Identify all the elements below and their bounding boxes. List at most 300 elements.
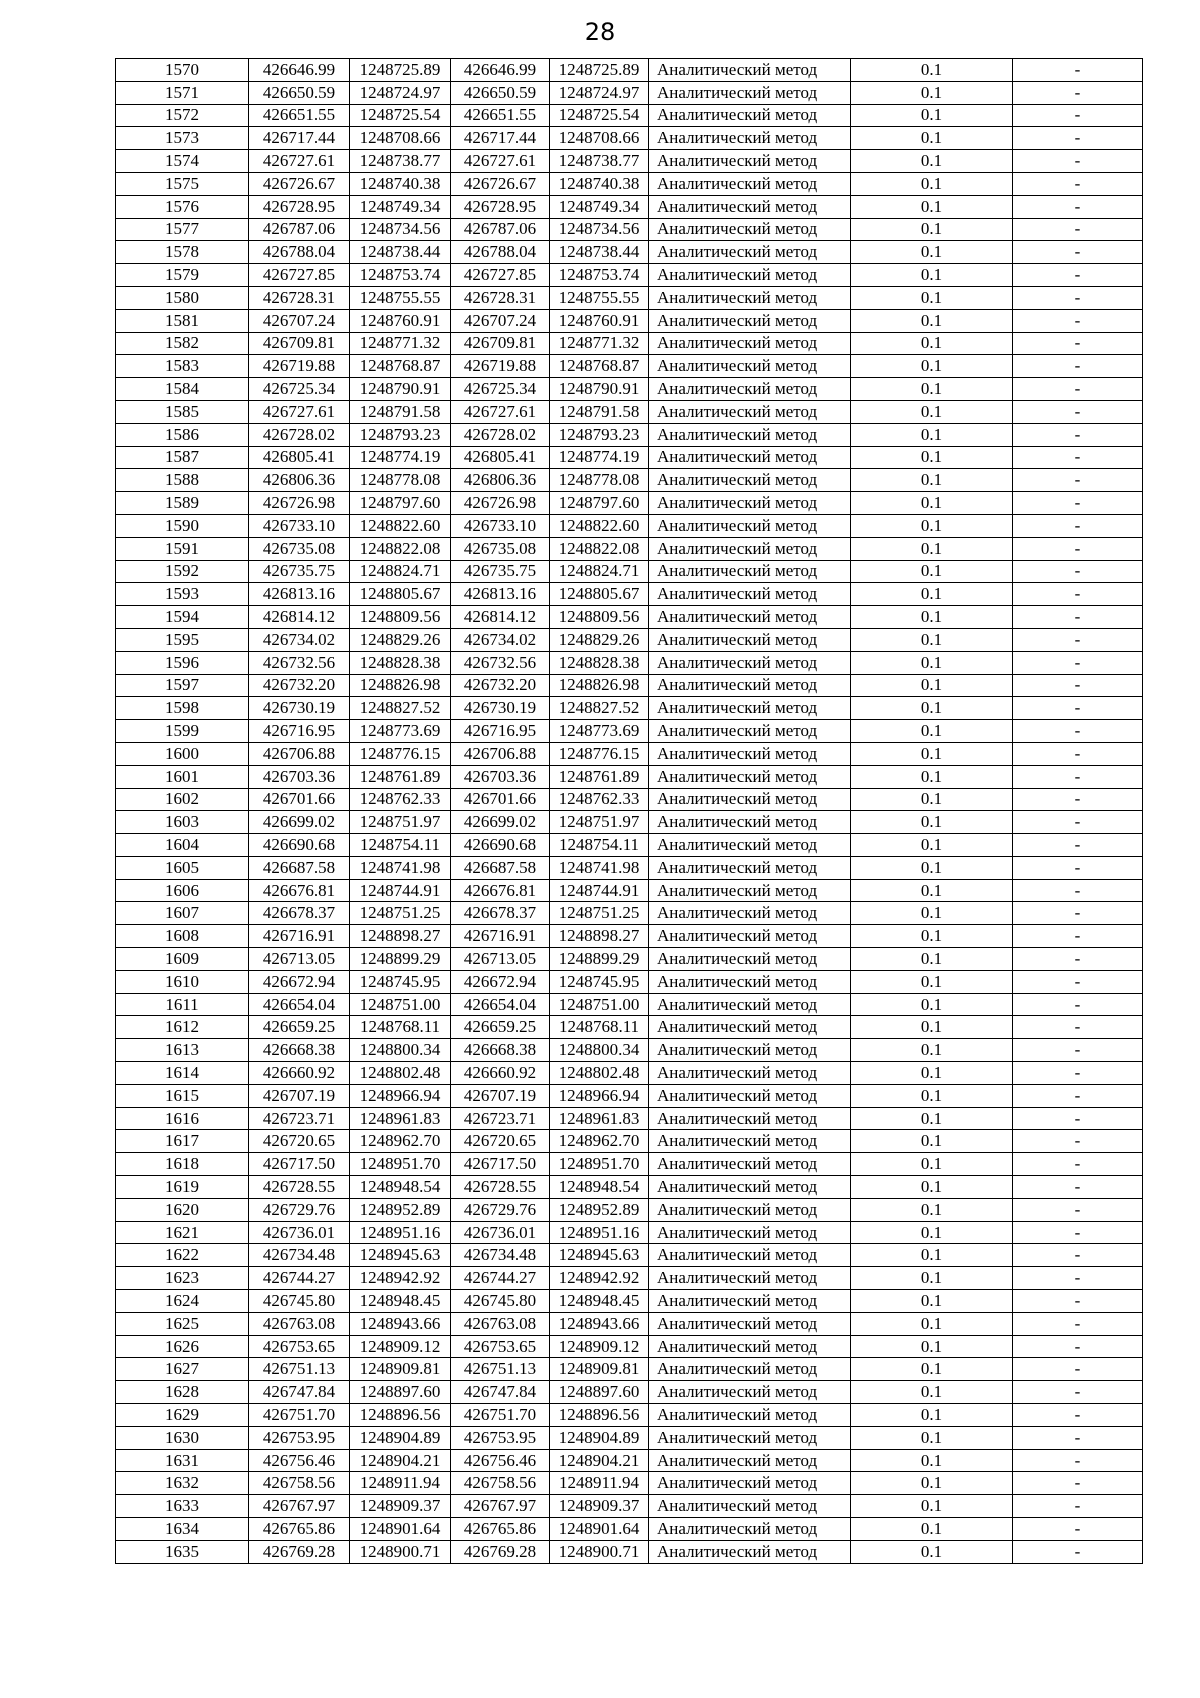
x-old-cell: 426727.85	[249, 264, 350, 287]
table-row	[116, 1472, 1143, 1495]
note-cell: -	[1013, 309, 1143, 332]
method-cell: Аналитический метод	[649, 1107, 851, 1130]
x-old-cell: 426753.95	[249, 1426, 350, 1449]
y-old-cell: 1248776.15	[350, 742, 451, 765]
y-old-cell: 1248945.63	[350, 1244, 451, 1267]
method-cell: Аналитический метод	[649, 492, 851, 515]
note-cell: -	[1013, 469, 1143, 492]
method-cell: Аналитический метод	[649, 1062, 851, 1085]
accuracy-cell: 0.1	[851, 1039, 1013, 1062]
accuracy-cell: 0.1	[851, 1130, 1013, 1153]
y-new-cell: 1248809.56	[550, 606, 649, 629]
accuracy-cell: 0.1	[851, 720, 1013, 743]
y-new-cell: 1248802.48	[550, 1062, 649, 1085]
method-cell: Аналитический метод	[649, 104, 851, 127]
point-number-cell: 1617	[116, 1130, 249, 1153]
accuracy-cell: 0.1	[851, 583, 1013, 606]
x-new-cell: 426727.61	[451, 150, 550, 173]
accuracy-cell: 0.1	[851, 400, 1013, 423]
x-new-cell: 426727.85	[451, 264, 550, 287]
table-row	[116, 674, 1143, 697]
accuracy-cell: 0.1	[851, 1495, 1013, 1518]
x-new-cell: 426719.88	[451, 355, 550, 378]
x-old-cell: 426668.38	[249, 1039, 350, 1062]
method-cell: Аналитический метод	[649, 856, 851, 879]
y-old-cell: 1248896.56	[350, 1404, 451, 1427]
note-cell: -	[1013, 1358, 1143, 1381]
x-old-cell: 426676.81	[249, 879, 350, 902]
method-cell: Аналитический метод	[649, 1267, 851, 1290]
accuracy-cell: 0.1	[851, 1290, 1013, 1313]
y-old-cell: 1248802.48	[350, 1062, 451, 1085]
point-number-cell: 1605	[116, 856, 249, 879]
point-number-cell: 1581	[116, 309, 249, 332]
point-number-cell: 1620	[116, 1198, 249, 1221]
x-new-cell: 426753.95	[451, 1426, 550, 1449]
point-number-cell: 1611	[116, 993, 249, 1016]
table-row	[116, 765, 1143, 788]
accuracy-cell: 0.1	[851, 925, 1013, 948]
point-number-cell: 1586	[116, 423, 249, 446]
y-new-cell: 1248904.21	[550, 1449, 649, 1472]
method-cell: Аналитический метод	[649, 560, 851, 583]
y-new-cell: 1248751.00	[550, 993, 649, 1016]
method-cell: Аналитический метод	[649, 628, 851, 651]
method-cell: Аналитический метод	[649, 788, 851, 811]
x-new-cell: 426728.31	[451, 286, 550, 309]
point-number-cell: 1615	[116, 1084, 249, 1107]
method-cell: Аналитический метод	[649, 925, 851, 948]
y-new-cell: 1248952.89	[550, 1198, 649, 1221]
table-body	[116, 59, 1143, 1564]
table-row	[116, 514, 1143, 537]
accuracy-cell: 0.1	[851, 355, 1013, 378]
table-row	[116, 1084, 1143, 1107]
x-new-cell: 426735.08	[451, 537, 550, 560]
table-row	[116, 879, 1143, 902]
note-cell: -	[1013, 925, 1143, 948]
point-number-cell: 1621	[116, 1221, 249, 1244]
x-old-cell: 426699.02	[249, 811, 350, 834]
accuracy-cell: 0.1	[851, 1381, 1013, 1404]
accuracy-cell: 0.1	[851, 1312, 1013, 1335]
point-number-cell: 1575	[116, 172, 249, 195]
y-old-cell: 1248899.29	[350, 948, 451, 971]
x-new-cell: 426676.81	[451, 879, 550, 902]
table-row	[116, 332, 1143, 355]
x-old-cell: 426716.91	[249, 925, 350, 948]
x-new-cell: 426723.71	[451, 1107, 550, 1130]
y-old-cell: 1248897.60	[350, 1381, 451, 1404]
point-number-cell: 1583	[116, 355, 249, 378]
x-new-cell: 426788.04	[451, 241, 550, 264]
table-row	[116, 492, 1143, 515]
accuracy-cell: 0.1	[851, 628, 1013, 651]
x-old-cell: 426747.84	[249, 1381, 350, 1404]
method-cell: Аналитический метод	[649, 583, 851, 606]
x-old-cell: 426806.36	[249, 469, 350, 492]
method-cell: Аналитический метод	[649, 765, 851, 788]
x-old-cell: 426654.04	[249, 993, 350, 1016]
note-cell: -	[1013, 1176, 1143, 1199]
y-old-cell: 1248791.58	[350, 400, 451, 423]
accuracy-cell: 0.1	[851, 1221, 1013, 1244]
x-new-cell: 426735.75	[451, 560, 550, 583]
x-old-cell: 426719.88	[249, 355, 350, 378]
accuracy-cell: 0.1	[851, 993, 1013, 1016]
x-old-cell: 426728.31	[249, 286, 350, 309]
method-cell: Аналитический метод	[649, 355, 851, 378]
y-old-cell: 1248744.91	[350, 879, 451, 902]
note-cell: -	[1013, 765, 1143, 788]
accuracy-cell: 0.1	[851, 1518, 1013, 1541]
x-new-cell: 426747.84	[451, 1381, 550, 1404]
note-cell: -	[1013, 446, 1143, 469]
note-cell: -	[1013, 583, 1143, 606]
x-new-cell: 426814.12	[451, 606, 550, 629]
accuracy-cell: 0.1	[851, 1472, 1013, 1495]
note-cell: -	[1013, 286, 1143, 309]
table-row	[116, 1312, 1143, 1335]
note-cell: -	[1013, 651, 1143, 674]
note-cell: -	[1013, 993, 1143, 1016]
note-cell: -	[1013, 1290, 1143, 1313]
method-cell: Аналитический метод	[649, 59, 851, 82]
point-number-cell: 1625	[116, 1312, 249, 1335]
x-new-cell: 426758.56	[451, 1472, 550, 1495]
y-new-cell: 1248797.60	[550, 492, 649, 515]
method-cell: Аналитический метод	[649, 446, 851, 469]
accuracy-cell: 0.1	[851, 560, 1013, 583]
x-old-cell: 426814.12	[249, 606, 350, 629]
x-new-cell: 426651.55	[451, 104, 550, 127]
y-new-cell: 1248961.83	[550, 1107, 649, 1130]
x-new-cell: 426733.10	[451, 514, 550, 537]
y-old-cell: 1248771.32	[350, 332, 451, 355]
point-number-cell: 1573	[116, 127, 249, 150]
x-old-cell: 426659.25	[249, 1016, 350, 1039]
x-new-cell: 426751.13	[451, 1358, 550, 1381]
point-number-cell: 1572	[116, 104, 249, 127]
table-row	[116, 81, 1143, 104]
method-cell: Аналитический метод	[649, 378, 851, 401]
y-new-cell: 1248768.11	[550, 1016, 649, 1039]
table-row	[116, 1290, 1143, 1313]
note-cell: -	[1013, 1381, 1143, 1404]
accuracy-cell: 0.1	[851, 1198, 1013, 1221]
y-new-cell: 1248948.54	[550, 1176, 649, 1199]
table-row	[116, 606, 1143, 629]
point-number-cell: 1607	[116, 902, 249, 925]
y-new-cell: 1248911.94	[550, 1472, 649, 1495]
accuracy-cell: 0.1	[851, 1358, 1013, 1381]
x-old-cell: 426744.27	[249, 1267, 350, 1290]
point-number-cell: 1584	[116, 378, 249, 401]
x-new-cell: 426728.95	[451, 195, 550, 218]
x-old-cell: 426703.36	[249, 765, 350, 788]
accuracy-cell: 0.1	[851, 286, 1013, 309]
note-cell: -	[1013, 59, 1143, 82]
y-new-cell: 1248901.64	[550, 1518, 649, 1541]
point-number-cell: 1600	[116, 742, 249, 765]
note-cell: -	[1013, 1016, 1143, 1039]
x-new-cell: 426805.41	[451, 446, 550, 469]
method-cell: Аналитический метод	[649, 902, 851, 925]
method-cell: Аналитический метод	[649, 514, 851, 537]
note-cell: -	[1013, 606, 1143, 629]
table-row	[116, 1244, 1143, 1267]
point-number-cell: 1582	[116, 332, 249, 355]
y-old-cell: 1248948.45	[350, 1290, 451, 1313]
table-row	[116, 1449, 1143, 1472]
note-cell: -	[1013, 1084, 1143, 1107]
note-cell: -	[1013, 1267, 1143, 1290]
table-row	[116, 1107, 1143, 1130]
method-cell: Аналитический метод	[649, 469, 851, 492]
x-old-cell: 426660.92	[249, 1062, 350, 1085]
y-new-cell: 1248904.89	[550, 1426, 649, 1449]
note-cell: -	[1013, 264, 1143, 287]
y-old-cell: 1248948.54	[350, 1176, 451, 1199]
point-number-cell: 1577	[116, 218, 249, 241]
method-cell: Аналитический метод	[649, 879, 851, 902]
x-new-cell: 426717.44	[451, 127, 550, 150]
table-row	[116, 1495, 1143, 1518]
method-cell: Аналитический метод	[649, 241, 851, 264]
point-number-cell: 1579	[116, 264, 249, 287]
accuracy-cell: 0.1	[851, 1084, 1013, 1107]
note-cell: -	[1013, 378, 1143, 401]
table-row	[116, 423, 1143, 446]
accuracy-cell: 0.1	[851, 423, 1013, 446]
method-cell: Аналитический метод	[649, 1016, 851, 1039]
method-cell: Аналитический метод	[649, 811, 851, 834]
y-new-cell: 1248753.74	[550, 264, 649, 287]
y-new-cell: 1248909.81	[550, 1358, 649, 1381]
y-new-cell: 1248945.63	[550, 1244, 649, 1267]
y-new-cell: 1248793.23	[550, 423, 649, 446]
x-new-cell: 426732.56	[451, 651, 550, 674]
y-old-cell: 1248827.52	[350, 697, 451, 720]
x-old-cell: 426678.37	[249, 902, 350, 925]
y-old-cell: 1248751.25	[350, 902, 451, 925]
x-new-cell: 426813.16	[451, 583, 550, 606]
method-cell: Аналитический метод	[649, 970, 851, 993]
y-old-cell: 1248762.33	[350, 788, 451, 811]
accuracy-cell: 0.1	[851, 765, 1013, 788]
y-old-cell: 1248773.69	[350, 720, 451, 743]
x-new-cell: 426654.04	[451, 993, 550, 1016]
y-new-cell: 1248768.87	[550, 355, 649, 378]
note-cell: -	[1013, 1312, 1143, 1335]
x-new-cell: 426716.91	[451, 925, 550, 948]
y-old-cell: 1248805.67	[350, 583, 451, 606]
method-cell: Аналитический метод	[649, 400, 851, 423]
y-new-cell: 1248805.67	[550, 583, 649, 606]
note-cell: -	[1013, 811, 1143, 834]
table-row	[116, 264, 1143, 287]
method-cell: Аналитический метод	[649, 195, 851, 218]
x-old-cell: 426735.75	[249, 560, 350, 583]
x-old-cell: 426707.19	[249, 1084, 350, 1107]
x-old-cell: 426672.94	[249, 970, 350, 993]
method-cell: Аналитический метод	[649, 1084, 851, 1107]
note-cell: -	[1013, 902, 1143, 925]
point-number-cell: 1571	[116, 81, 249, 104]
x-old-cell: 426733.10	[249, 514, 350, 537]
method-cell: Аналитический метод	[649, 332, 851, 355]
method-cell: Аналитический метод	[649, 1221, 851, 1244]
y-old-cell: 1248911.94	[350, 1472, 451, 1495]
accuracy-cell: 0.1	[851, 59, 1013, 82]
accuracy-cell: 0.1	[851, 1107, 1013, 1130]
method-cell: Аналитический метод	[649, 1472, 851, 1495]
y-old-cell: 1248724.97	[350, 81, 451, 104]
note-cell: -	[1013, 970, 1143, 993]
y-new-cell: 1248754.11	[550, 834, 649, 857]
x-new-cell: 426753.65	[451, 1335, 550, 1358]
y-new-cell: 1248749.34	[550, 195, 649, 218]
table-row	[116, 195, 1143, 218]
accuracy-cell: 0.1	[851, 811, 1013, 834]
method-cell: Аналитический метод	[649, 218, 851, 241]
y-new-cell: 1248751.97	[550, 811, 649, 834]
point-number-cell: 1606	[116, 879, 249, 902]
y-new-cell: 1248962.70	[550, 1130, 649, 1153]
x-new-cell: 426765.86	[451, 1518, 550, 1541]
method-cell: Аналитический метод	[649, 1198, 851, 1221]
point-number-cell: 1610	[116, 970, 249, 993]
note-cell: -	[1013, 355, 1143, 378]
x-old-cell: 426736.01	[249, 1221, 350, 1244]
accuracy-cell: 0.1	[851, 948, 1013, 971]
x-old-cell: 426756.46	[249, 1449, 350, 1472]
x-new-cell: 426709.81	[451, 332, 550, 355]
method-cell: Аналитический метод	[649, 150, 851, 173]
note-cell: -	[1013, 742, 1143, 765]
x-new-cell: 426734.48	[451, 1244, 550, 1267]
table-row	[116, 127, 1143, 150]
y-new-cell: 1248778.08	[550, 469, 649, 492]
x-new-cell: 426678.37	[451, 902, 550, 925]
point-number-cell: 1632	[116, 1472, 249, 1495]
accuracy-cell: 0.1	[851, 1404, 1013, 1427]
point-number-cell: 1588	[116, 469, 249, 492]
method-cell: Аналитический метод	[649, 127, 851, 150]
method-cell: Аналитический метод	[649, 423, 851, 446]
y-old-cell: 1248962.70	[350, 1130, 451, 1153]
x-new-cell: 426646.99	[451, 59, 550, 82]
accuracy-cell: 0.1	[851, 492, 1013, 515]
table-row	[116, 811, 1143, 834]
note-cell: -	[1013, 127, 1143, 150]
table-row	[116, 583, 1143, 606]
y-old-cell: 1248909.37	[350, 1495, 451, 1518]
x-old-cell: 426717.44	[249, 127, 350, 150]
accuracy-cell: 0.1	[851, 514, 1013, 537]
point-number-cell: 1594	[116, 606, 249, 629]
y-new-cell: 1248744.91	[550, 879, 649, 902]
point-number-cell: 1631	[116, 1449, 249, 1472]
x-old-cell: 426726.98	[249, 492, 350, 515]
y-new-cell: 1248725.54	[550, 104, 649, 127]
x-new-cell: 426659.25	[451, 1016, 550, 1039]
y-old-cell: 1248768.87	[350, 355, 451, 378]
x-old-cell: 426687.58	[249, 856, 350, 879]
x-new-cell: 426806.36	[451, 469, 550, 492]
note-cell: -	[1013, 948, 1143, 971]
method-cell: Аналитический метод	[649, 309, 851, 332]
x-new-cell: 426745.80	[451, 1290, 550, 1313]
table-row	[116, 993, 1143, 1016]
y-old-cell: 1248725.54	[350, 104, 451, 127]
y-old-cell: 1248828.38	[350, 651, 451, 674]
x-old-cell: 426728.02	[249, 423, 350, 446]
note-cell: -	[1013, 628, 1143, 651]
point-number-cell: 1576	[116, 195, 249, 218]
point-number-cell: 1614	[116, 1062, 249, 1085]
point-number-cell: 1630	[116, 1426, 249, 1449]
y-old-cell: 1248900.71	[350, 1540, 451, 1563]
x-new-cell: 426672.94	[451, 970, 550, 993]
point-number-cell: 1603	[116, 811, 249, 834]
y-old-cell: 1248797.60	[350, 492, 451, 515]
y-old-cell: 1248822.08	[350, 537, 451, 560]
table-row	[116, 902, 1143, 925]
coordinates-table	[115, 58, 1143, 1564]
point-number-cell: 1598	[116, 697, 249, 720]
accuracy-cell: 0.1	[851, 1153, 1013, 1176]
method-cell: Аналитический метод	[649, 697, 851, 720]
accuracy-cell: 0.1	[851, 856, 1013, 879]
x-old-cell: 426813.16	[249, 583, 350, 606]
method-cell: Аналитический метод	[649, 1495, 851, 1518]
table-row	[116, 1039, 1143, 1062]
y-new-cell: 1248738.77	[550, 150, 649, 173]
note-cell: -	[1013, 834, 1143, 857]
accuracy-cell: 0.1	[851, 606, 1013, 629]
method-cell: Аналитический метод	[649, 1039, 851, 1062]
note-cell: -	[1013, 560, 1143, 583]
accuracy-cell: 0.1	[851, 651, 1013, 674]
method-cell: Аналитический метод	[649, 286, 851, 309]
y-new-cell: 1248966.94	[550, 1084, 649, 1107]
accuracy-cell: 0.1	[851, 1016, 1013, 1039]
x-old-cell: 426805.41	[249, 446, 350, 469]
note-cell: -	[1013, 218, 1143, 241]
y-old-cell: 1248898.27	[350, 925, 451, 948]
note-cell: -	[1013, 1472, 1143, 1495]
x-old-cell: 426727.61	[249, 150, 350, 173]
point-number-cell: 1622	[116, 1244, 249, 1267]
x-new-cell: 426751.70	[451, 1404, 550, 1427]
table-row	[116, 1358, 1143, 1381]
accuracy-cell: 0.1	[851, 697, 1013, 720]
x-old-cell: 426751.70	[249, 1404, 350, 1427]
y-old-cell: 1248768.11	[350, 1016, 451, 1039]
y-old-cell: 1248793.23	[350, 423, 451, 446]
x-old-cell: 426646.99	[249, 59, 350, 82]
table-row	[116, 1426, 1143, 1449]
table-row	[116, 856, 1143, 879]
point-number-cell: 1602	[116, 788, 249, 811]
point-number-cell: 1595	[116, 628, 249, 651]
accuracy-cell: 0.1	[851, 879, 1013, 902]
note-cell: -	[1013, 1198, 1143, 1221]
y-old-cell: 1248761.89	[350, 765, 451, 788]
y-new-cell: 1248724.97	[550, 81, 649, 104]
point-number-cell: 1592	[116, 560, 249, 583]
